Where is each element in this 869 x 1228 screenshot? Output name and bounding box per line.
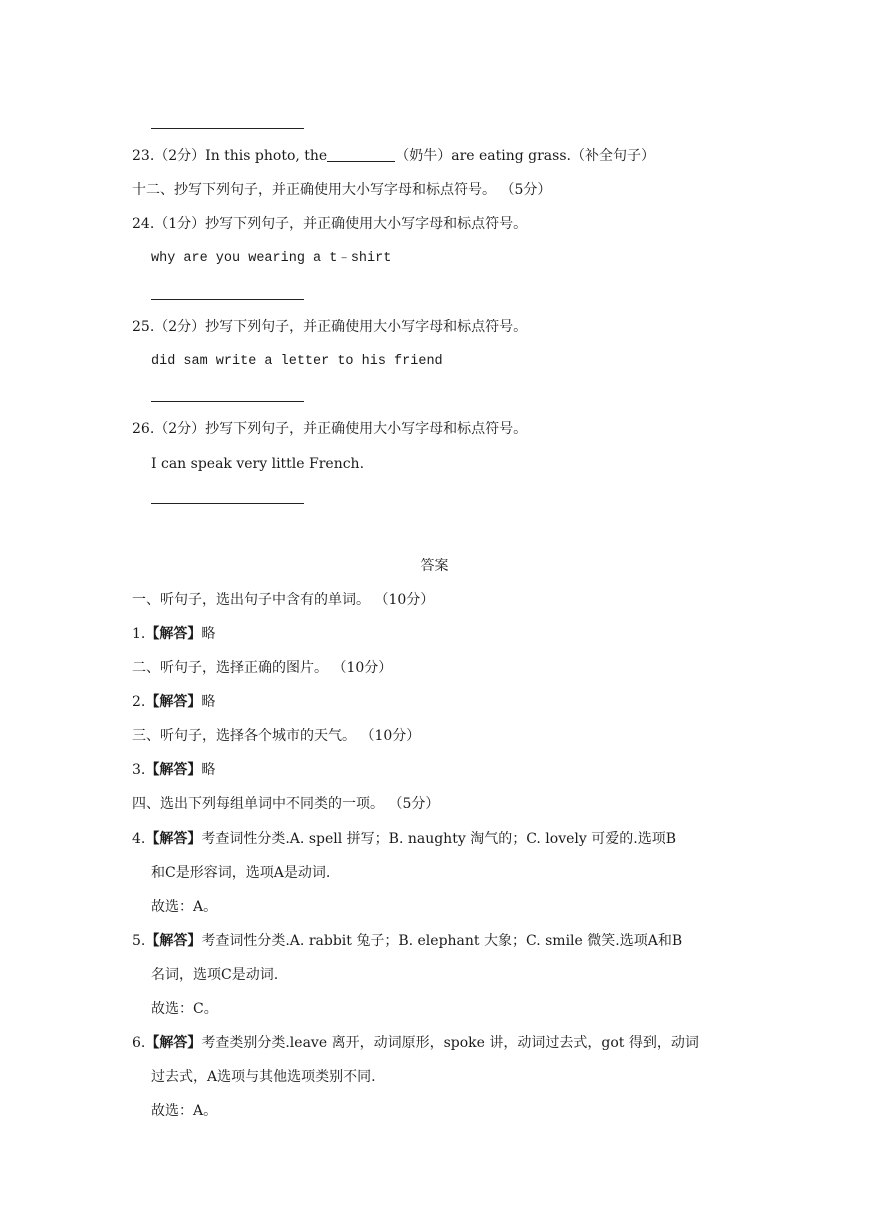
answer-1: 1.【解答】略: [132, 626, 216, 642]
answer-line-24[interactable]: [151, 299, 304, 300]
question-26-prompt: 26.（2分）抄写下列句子，并正确使用大小写字母和标点符号。: [132, 421, 528, 437]
answer-section-1: 一、听句子，选出句子中含有的单词。 （10分）: [132, 592, 435, 608]
answer-6: 6.【解答】考查类别分类.leave 离开，动词原形，spoke 讲，动词过去式，got 得到，动词: [132, 1035, 699, 1051]
answer-4-choice: 故选：A。: [151, 899, 218, 915]
answer-5: 5.【解答】考查词性分类.A. rabbit 兔子；B. elephant 大象；C. smile 微笑.选项A和B: [132, 933, 683, 949]
answer-3: 3.【解答】略: [132, 762, 216, 778]
question-26-sentence: I can speak very little French.: [151, 456, 365, 472]
answer-line-25[interactable]: [151, 401, 304, 402]
answers-title: 答案: [420, 558, 449, 574]
section-12-heading: 十二、抄写下列句子，并正确使用大小写字母和标点符号。 （5分）: [132, 182, 552, 198]
answer-2: 2.【解答】略: [132, 694, 216, 710]
fill-blank-23[interactable]: [327, 147, 395, 162]
answer-line-26[interactable]: [151, 503, 304, 504]
answer-section-2: 二、听句子，选择正确的图片。 （10分）: [132, 660, 393, 676]
answer-6-cont: 过去式，A选项与其他选项类别不同.: [151, 1069, 376, 1085]
answer-4: 4.【解答】考查词性分类.A. spell 拼写；B. naughty 淘气的；C. lovely 可爱的.选项B: [132, 831, 676, 847]
answer-section-4: 四、选出下列每组单词中不同类的一项。 （5分）: [132, 796, 440, 812]
question-24-sentence: why are you wearing a t﹣shirt: [151, 251, 392, 266]
answer-5-cont: 名词，选项C是动词.: [151, 967, 279, 983]
question-24-prompt: 24.（1分）抄写下列句子，并正确使用大小写字母和标点符号。: [132, 216, 528, 232]
answer-6-choice: 故选：A。: [151, 1103, 218, 1119]
question-23: 23.（2分）In this photo, the （奶牛）are eating grass.（补全句子）: [132, 148, 655, 164]
answer-section-3: 三、听句子，选择各个城市的天气。 （10分）: [132, 728, 421, 744]
answer-5-choice: 故选：C。: [151, 1001, 218, 1017]
answer-4-cont: 和C是形容词，选项A是动词.: [151, 865, 331, 881]
answer-line-22[interactable]: [151, 128, 304, 129]
question-25-sentence: did sam write a letter to his friend: [151, 354, 443, 369]
question-25-prompt: 25.（2分）抄写下列句子，并正确使用大小写字母和标点符号。: [132, 319, 528, 335]
